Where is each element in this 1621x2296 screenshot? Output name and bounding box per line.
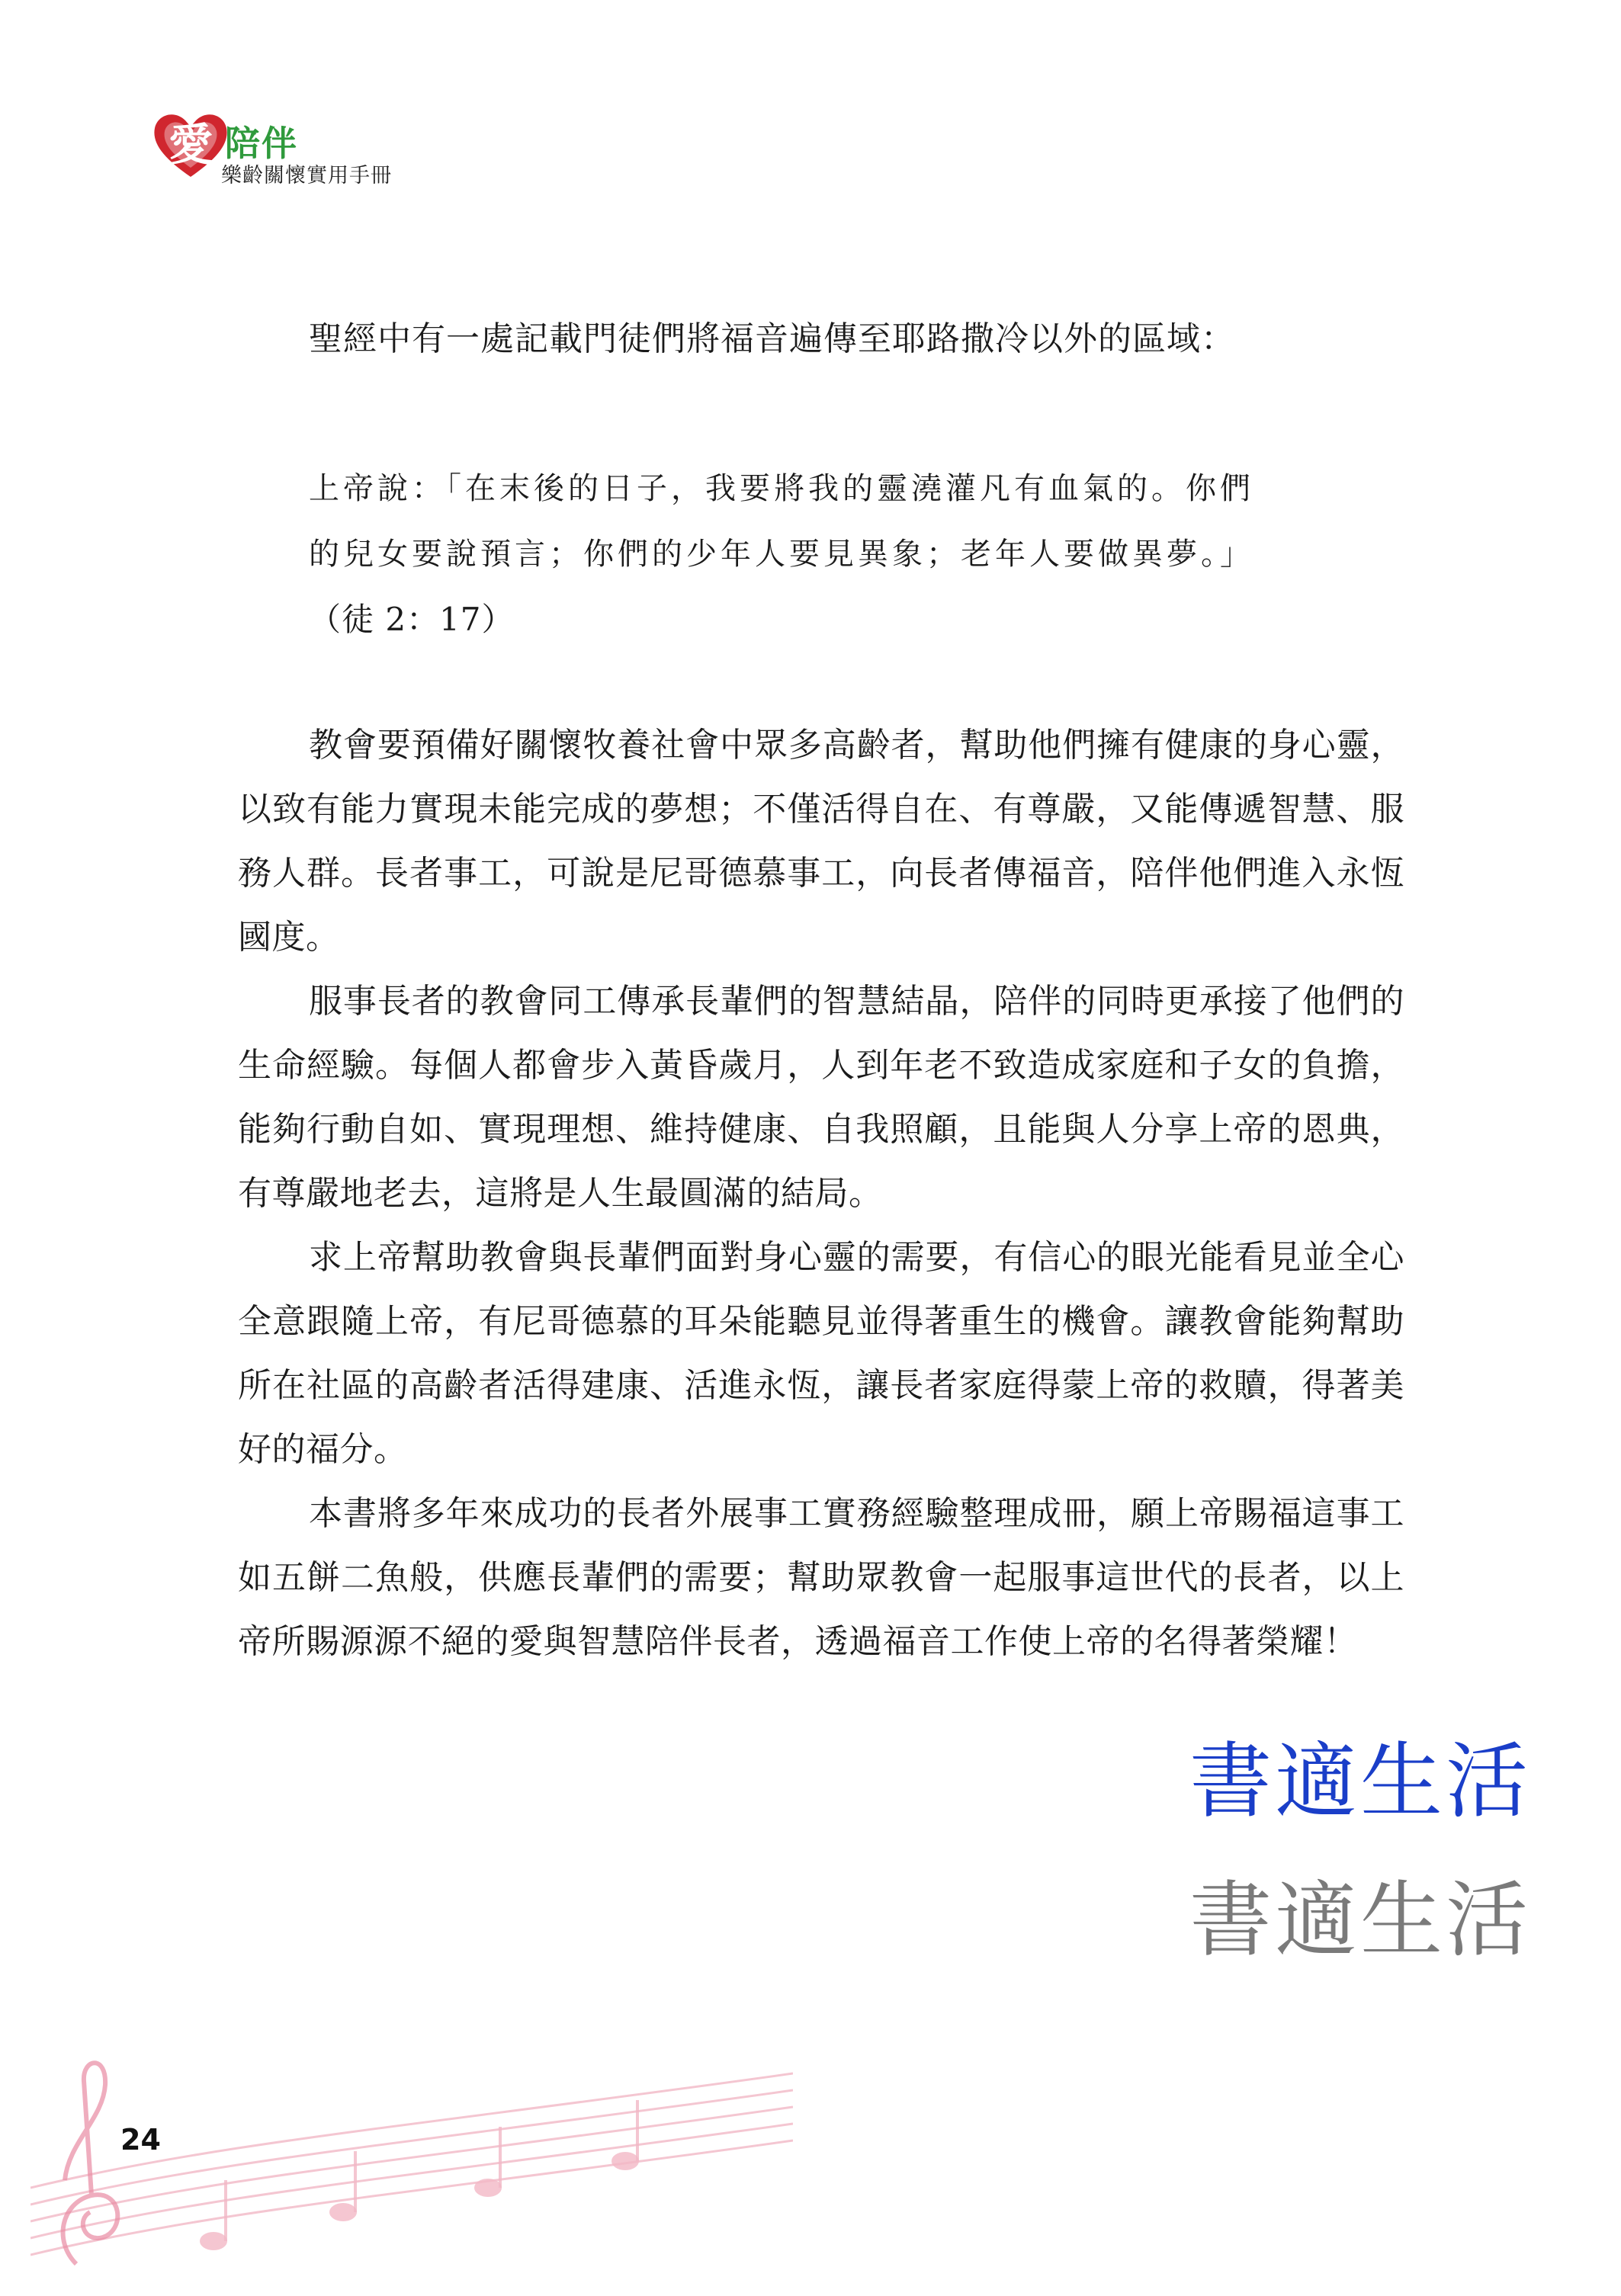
page-number: 24 bbox=[120, 2123, 161, 2157]
intro-sentence: 聖經中有一處記載門徒們將福音遍傳至耶路撒冷以外的區域： bbox=[309, 319, 1235, 358]
paragraph-3: 求上帝幫助教會與長輩們面對身心靈的需要，有信心的眼光能看見並全心全意跟隨上帝，有尼哥德慕的耳朵能聽見並得著重生的機會。讓教會能夠幫助所在社區的高齡者活得建康、活進永恆，讓長者家庭得蒙上帝的救贖，得著美好的福分。 bbox=[238, 1238, 1404, 1469]
watermark-gray: 書適生活 bbox=[1189, 1873, 1532, 1968]
watermark-blue: 書適生活 bbox=[1189, 1734, 1532, 1829]
quote-line-2: 的兒女要說預言；你們的少年人要見異象；老年人要做異夢。」 bbox=[309, 537, 1254, 572]
quote-line-1: 上帝說：「在末後的日子，我要將我的靈澆灌凡有血氣的。你們 bbox=[309, 471, 1254, 506]
quote-reference: （徒 2：17） bbox=[309, 601, 515, 638]
logo-heart-char: 愛 bbox=[168, 119, 213, 171]
scripture-quote bbox=[309, 456, 1414, 653]
paragraph-1: 教會要預備好關懷牧養社會中眾多高齡者，幫助他們擁有健康的身心靈，以致有能力實現未能完成的夢想；不僅活得自在、有尊嚴，又能傳遞智慧、服務人群。長者事工，可說是尼哥德慕事工，向長者傳福音，陪伴他們進入永恆國度。 bbox=[238, 726, 1404, 957]
paragraph-2: 服事長者的教會同工傳承長輩們的智慧結晶，陪伴的同時更承接了他們的生命經驗。每個人都會步入黃昏歲月，人到年老不致造成家庭和子女的負擔，能夠行動自如、實現理想、維持健康、自我照顧，且能與人分享上帝的恩典，有尊嚴地老去，這將是人生最圓滿的結局。 bbox=[238, 982, 1404, 1213]
book-header bbox=[149, 107, 454, 191]
body-text bbox=[238, 713, 1404, 1674]
logo-subtitle: 樂齡關懷實用手冊 bbox=[221, 164, 392, 188]
logo-title: 陪伴 bbox=[225, 123, 298, 164]
heart-logo-icon bbox=[149, 107, 233, 183]
paragraph-4: 本書將多年來成功的長者外展事工實務經驗整理成冊，願上帝賜福這事工如五餅二魚般，供應長輩們的需要；幫助眾教會一起服事這世代的長者，以上帝所賜源源不絕的愛與智慧陪伴長者，透過福音工作使上帝的名得著榮耀！ bbox=[238, 1494, 1404, 1661]
